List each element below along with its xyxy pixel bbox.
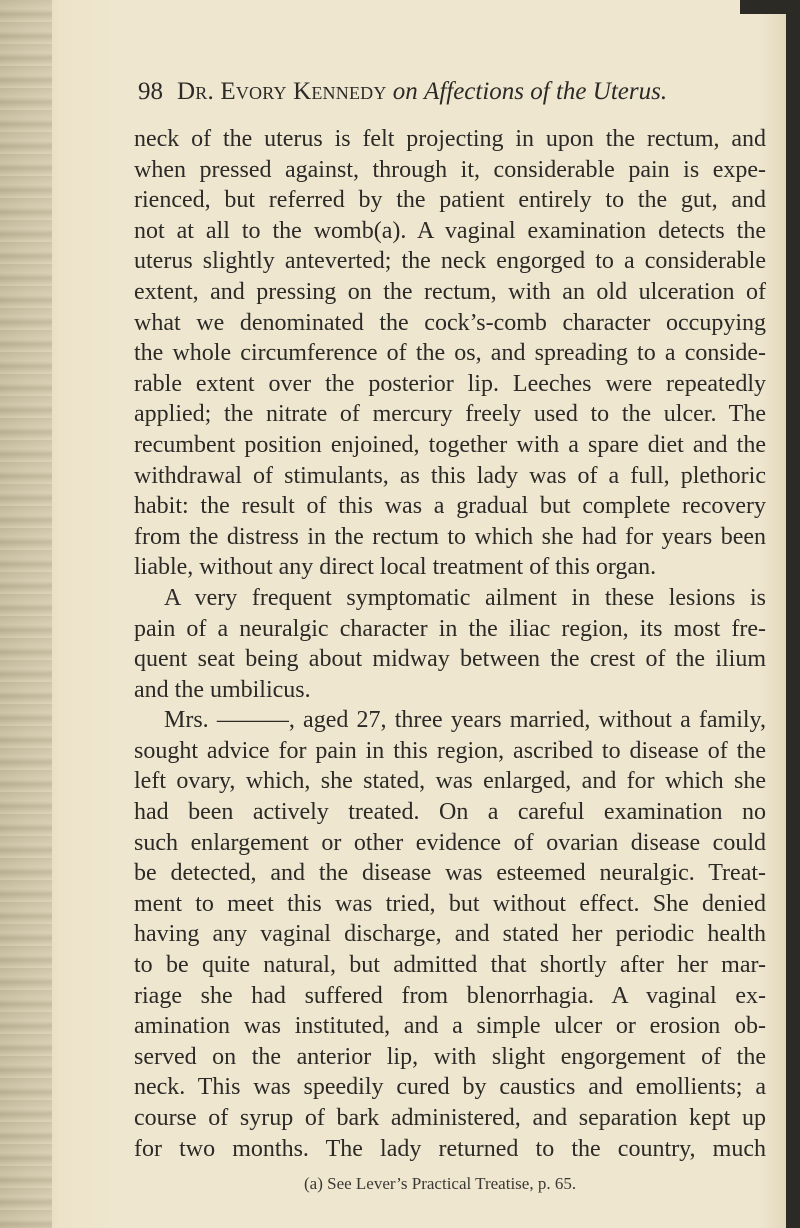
text-line: such enlargement or other evidence of ovarian disease could: [134, 829, 766, 856]
text-line: pain of a neuralgic character in the iliac region, its most fre-: [134, 615, 766, 642]
text-line: had been actively treated. On a careful examination no: [134, 799, 766, 826]
text-line: withdrawal of stimulants, as this lady was of a full, plethoric: [134, 462, 766, 489]
text-line: to be quite natural, but admitted that shortly after her mar-: [134, 952, 766, 979]
text-line: served on the anterior lip, with slight engorgement of the: [134, 1043, 766, 1070]
page-edge-top: [740, 0, 800, 14]
page-edge-right: [786, 0, 800, 1228]
text-line: riage she had suffered from blenorrhagia. A vaginal ex-: [134, 982, 766, 1009]
body-text: [134, 124, 766, 1164]
text-line: ment to meet this was tried, but without effect. She denied: [134, 890, 766, 917]
running-head: [177, 78, 667, 106]
text-line: extent, and pressing on the rectum, with an old ulceration of: [134, 278, 766, 305]
text-line: having any vaginal discharge, and stated her periodic health: [134, 921, 766, 948]
text-line: neck of the uterus is felt projecting in upon the rectum, and: [134, 126, 766, 152]
text-line: amination was instituted, and a simple ulcer or erosion ob-: [134, 1013, 766, 1040]
footnote: (a) See Lever’s Practical Treatise, p. 65.: [304, 1174, 577, 1194]
text-line: applied; the nitrate of mercury freely used to the ulcer. The: [134, 401, 766, 428]
text-line: rable extent over the posterior lip. Leeches were repeatedly: [134, 370, 766, 397]
text-line: and the umbilicus.: [134, 676, 311, 703]
text-line: from the distress in the rectum to which she had for years been: [134, 523, 766, 550]
text-block: [134, 78, 766, 1194]
text-line: be detected, and the disease was esteemed neuralgic. Treat-: [134, 860, 766, 887]
text-line: when pressed against, through it, considerable pain is expe-: [134, 156, 766, 183]
page-gutter-left: [0, 0, 52, 1228]
running-head-connector: on: [392, 78, 418, 105]
text-line: quent seat being about midway between the crest of the ilium: [134, 646, 766, 673]
text-line: the whole circumference of the os, and spreading to a conside-: [134, 340, 766, 367]
text-line: habit: the result of this was a gradual but complete recovery: [134, 493, 766, 520]
text-line: sought advice for pain in this region, ascribed to disease of the: [134, 737, 766, 764]
page-number: 98: [138, 78, 163, 105]
running-head-title: Affections of the Uterus.: [424, 78, 668, 105]
text-line: liable, without any direct local treatment of this organ.: [134, 554, 657, 581]
text-line: what we denominated the cock’s-comb character occupying: [134, 309, 766, 336]
text-line: left ovary, which, she stated, was enlarged, and for which she: [134, 768, 766, 795]
text-line: recumbent position enjoined, together with a spare diet and the: [134, 431, 766, 458]
running-header: [138, 78, 766, 118]
text-line: course of syrup of bark administered, and separation kept up: [134, 1105, 766, 1131]
text-line: A very frequent symptomatic ailment in these lesions is: [164, 584, 766, 611]
running-head-author: Dr. Evory Kennedy: [177, 78, 387, 105]
text-line: rienced, but referred by the patient entirely to the gut, and: [134, 187, 766, 214]
text-line: neck. This was speedily cured by caustics and emollients; a: [134, 1074, 766, 1101]
text-line: Mrs. ———, aged 27, three years married, without a family,: [164, 707, 766, 734]
text-line: uterus slightly anteverted; the neck engorged to a considerable: [134, 248, 766, 275]
text-line: not at all to the womb(a). A vaginal examination detects the: [134, 217, 766, 244]
text-line: for two months. The lady returned to the country, much: [134, 1135, 766, 1162]
